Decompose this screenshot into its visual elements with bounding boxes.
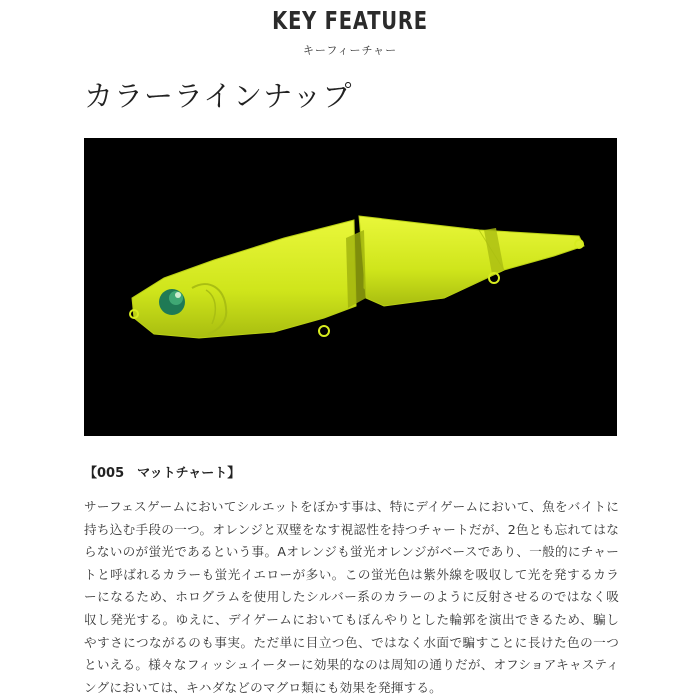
section-subheading: キーフィーチャー [302,44,398,57]
lure-joint [346,230,366,308]
page-title: カラーラインナップ [84,79,353,113]
product-description: サーフェスゲームにおいてシルエットをぼかす事は、特にデイゲームにおいて、魚をバイトに持ち込む手段の一つ。オレンジと双璧をなす視認性を持つチャートだが、2色とも忘れてはならないのが蛍光であるという事。Aオレンジも蛍光オレンジがベースであり、一般的にチャートと呼ばれるカラーも蛍光イエローが多い。この蛍光色は紫外線を吸収して光を発するカラーになるため、ホログラムを使用したシルバー系のカラーのように反射させるのではなく吸収し発光する。ゆえに、デイゲームにおいてもぼんやりとした輪郭を演出できるため、騙しやすさにつながるのも事実。ただ単に目立つ色、ではなく水面で騙すことに長けた色の一つといえる。様々なフィッシュイーターに効果的なのは周知の通りだが、オフショアキャスティングにおいては、キハダなどのマグロ類にも効果を発揮する。 [84,499,619,695]
product-name: 【005 マットチャート】 [84,466,241,481]
section-heading: KEY FEATURE [272,6,428,35]
lure-illustration [84,138,617,436]
product-image [84,138,617,436]
